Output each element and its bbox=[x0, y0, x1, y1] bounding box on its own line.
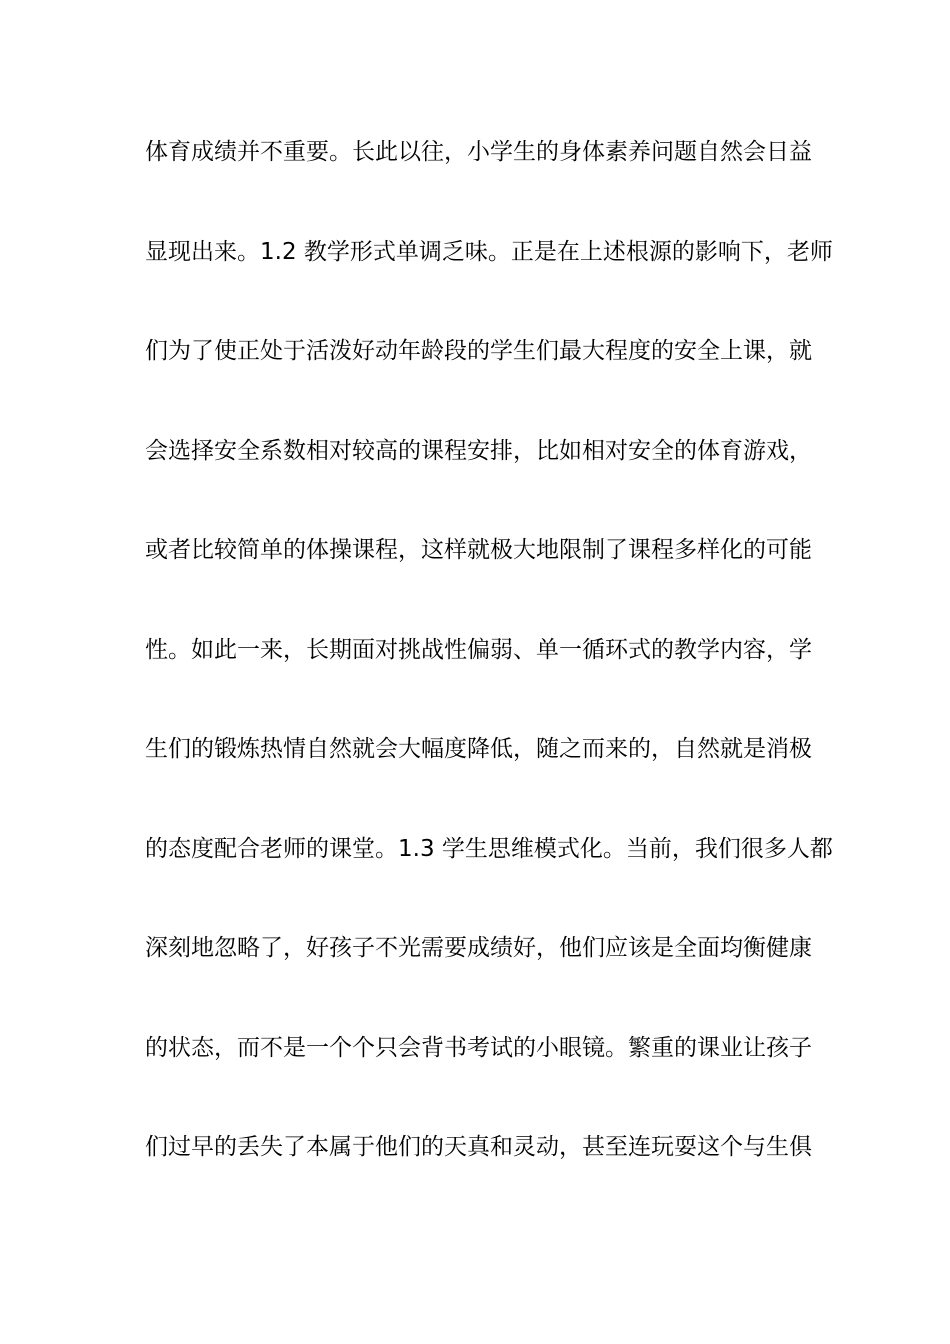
text-line-5: 或者比较简单的体操课程，这样就极大地限制了课程多样化的可能 bbox=[145, 537, 812, 563]
text-line-3: 们为了使正处于活泼好动年龄段的学生们最大程度的安全上课，就 bbox=[145, 338, 812, 364]
text-line-7: 生们的锻炼热情自然就会大幅度降低，随之而来的，自然就是消极 bbox=[145, 736, 812, 762]
text-line-11: 们过早的丢失了本属于他们的天真和灵动，甚至连玩耍这个与生俱 bbox=[145, 1134, 812, 1160]
text-line-10: 的状态，而不是一个个只会背书考试的小眼镜。繁重的课业让孩子 bbox=[145, 1034, 812, 1061]
text-line-9: 深刻地忽略了，好孩子不光需要成绩好，他们应该是全面均衡健康 bbox=[145, 935, 812, 961]
text-line-4: 会选择安全系数相对较高的课程安排，比如相对安全的体育游戏， bbox=[145, 437, 812, 464]
text-line-8: 的态度配合老师的课堂。1.3 学生思维模式化。当前，我们很多人都 bbox=[145, 835, 833, 862]
body-text bbox=[145, 126, 833, 1221]
text-line-6: 性。如此一来，长期面对挑战性偏弱、单一循环式的教学内容，学 bbox=[145, 636, 812, 663]
text-line-1: 体育成绩并不重要。长此以往，小学生的身体素养问题自然会日益 bbox=[145, 139, 812, 165]
text-line-2: 显现出来。1.2 教学形式单调乏味。正是在上述根源的影响下，老师 bbox=[145, 238, 833, 265]
